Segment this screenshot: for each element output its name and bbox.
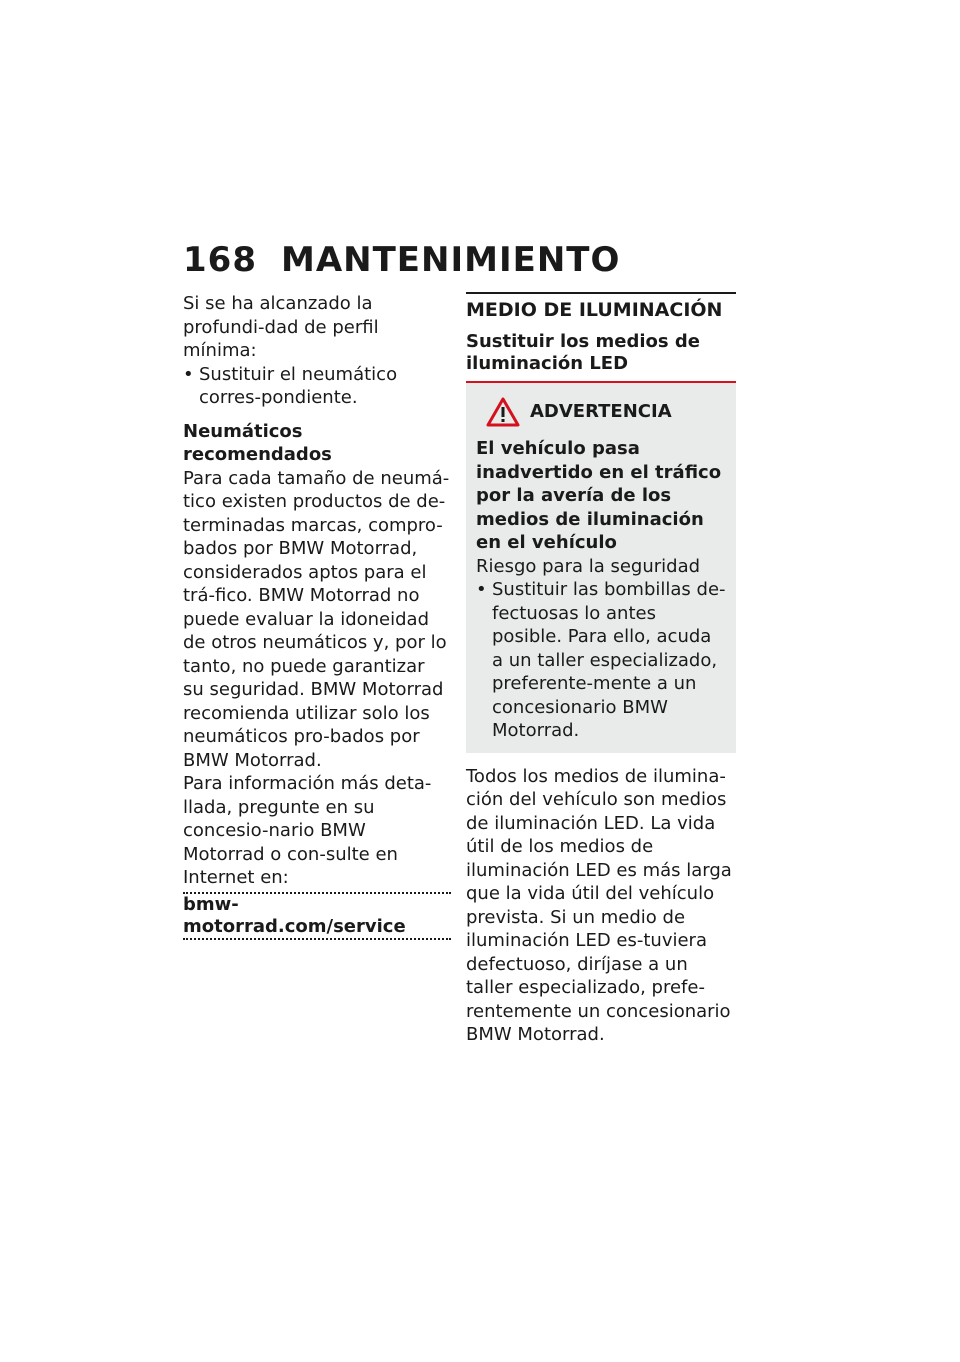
service-link[interactable]: bmw-motorrad.com/service <box>183 892 451 940</box>
section-heading-lighting: MEDIO DE ILUMINACIÓN <box>466 292 736 322</box>
warning-risk: Riesgo para la seguridad <box>476 555 701 577</box>
right-column <box>466 292 736 1047</box>
paragraph-recommended-tires: Para cada tamaño de neumá-tico existen productos de de-terminadas marcas, compro-bados por BMW Motorrad, considerados aptos para el trá-fico. BMW Motorrad no puede evaluar la idoneidad de otros neumáticos y, por lo tanto, no puede garantizar su seguridad. BMW Motorrad recomienda utilizar solo los neumáticos pro-bados por BMW Motorrad. <box>183 467 450 771</box>
intro-text: Si se ha alcanzado la profundi-dad de perfil mínima: <box>183 293 379 361</box>
paragraph-more-info: Para información más deta-llada, pregunte en su concesio-nario BMW Motorrad o con-sulte en Internet en: <box>183 773 432 888</box>
warning-triangle-icon <box>486 397 520 427</box>
section-title-header: MANTENIMIENTO <box>281 240 621 280</box>
bullet-item: • Sustituir el neumático corres-pondiente. <box>183 363 451 410</box>
subheading-recommended-tires: Neumáticos recomendados <box>183 420 332 465</box>
topic-heading-led: Sustituir los medios de iluminación LED <box>466 331 736 383</box>
warning-bullet: • Sustituir las bombillas de-fectuosas lo antes posible. Para ello, acuda a un taller especializado, preferente-mente a un concesionario BMW Motorrad. <box>476 578 726 743</box>
paragraph-led-info: Todos los medios de ilumina-ción del vehículo son medios de iluminación LED. La vida útil de los medios de iluminación LED es más larga que la vida útil del vehículo prevista. Si un medio de iluminación LED es-tuviera defectuoso, diríjase a un taller especializado, prefe-rentemente un concesionario BMW Motorrad. <box>466 765 732 1045</box>
warning-header <box>486 397 726 427</box>
warning-title: El vehículo pasa inadvertido en el tráfico por la avería de los medios de iluminación en el vehículo <box>476 438 722 553</box>
warning-box <box>466 383 736 753</box>
warning-label: ADVERTENCIA <box>530 401 672 423</box>
page-number: 168 <box>183 240 257 280</box>
left-column <box>183 292 451 940</box>
page-header <box>183 238 620 282</box>
